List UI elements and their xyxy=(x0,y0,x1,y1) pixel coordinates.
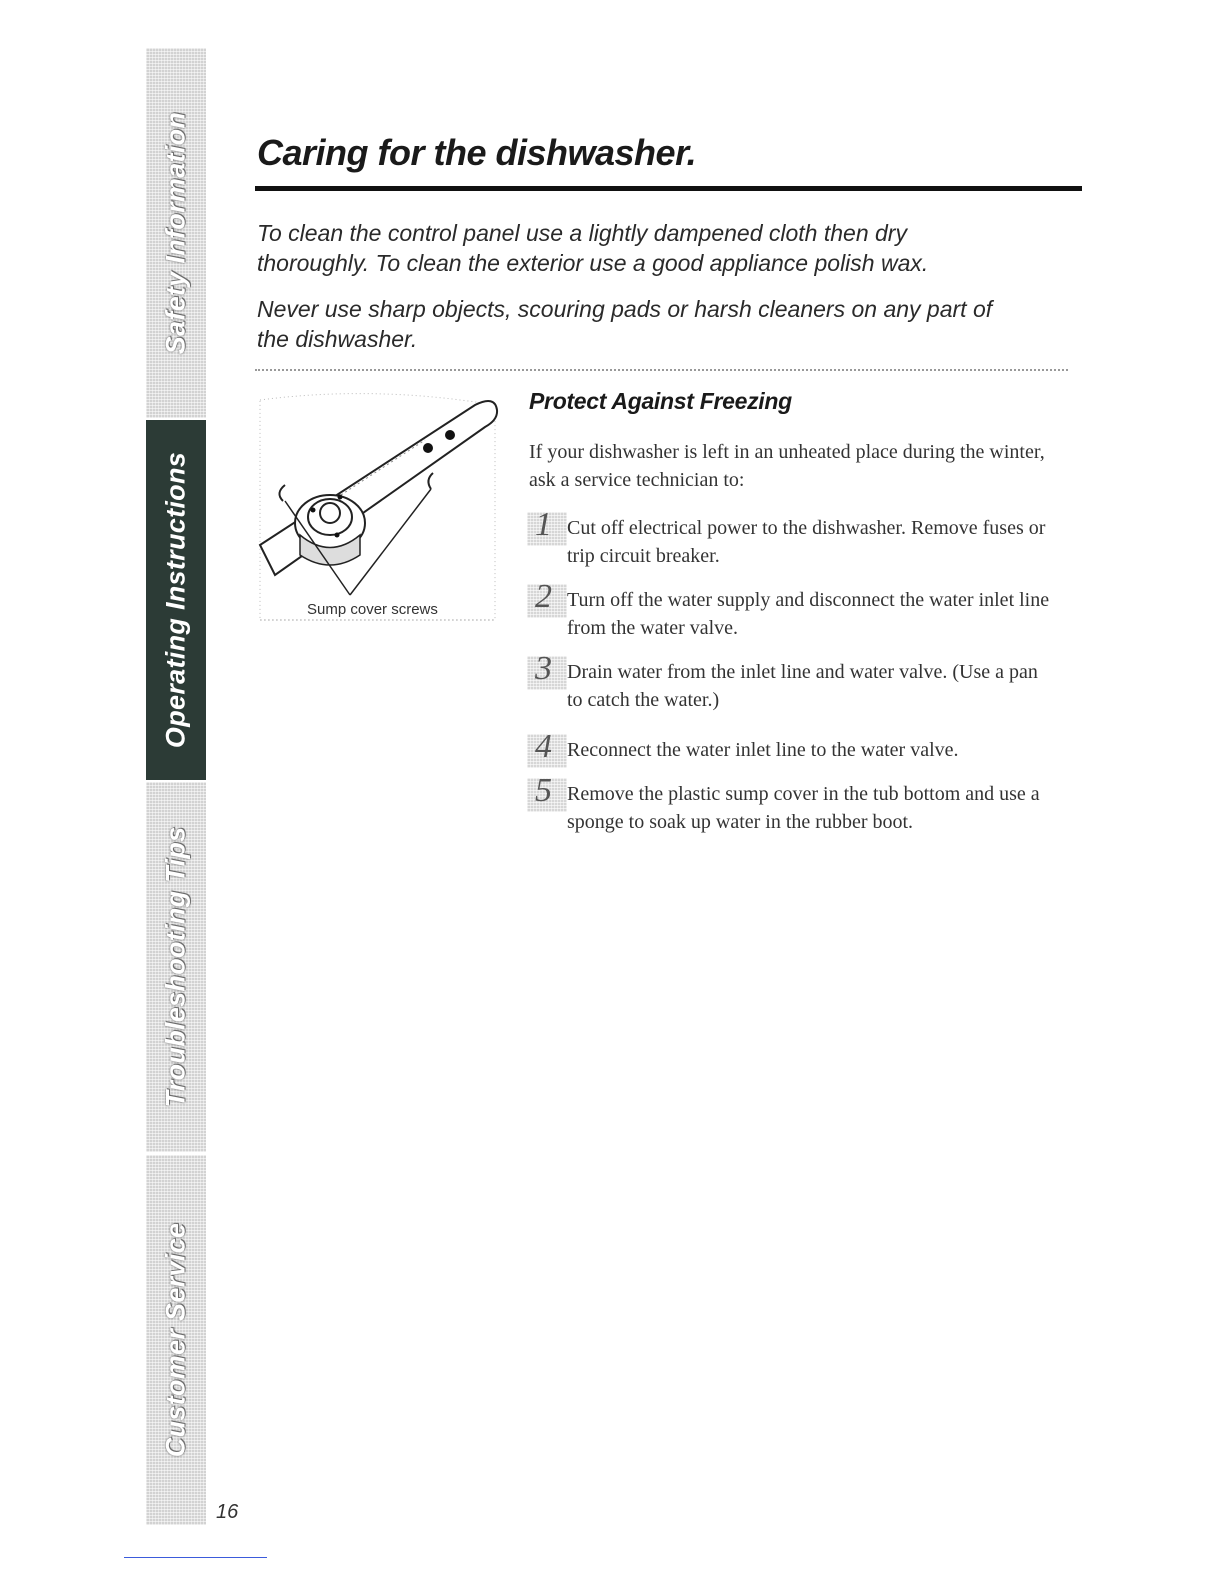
figure-caption: Sump cover screws xyxy=(307,601,438,618)
step-item xyxy=(527,728,1057,768)
spray-arm-illustration-icon xyxy=(255,385,500,625)
title-underline xyxy=(255,186,1082,191)
sidebar-tab-troubleshooting-tips[interactable] xyxy=(146,782,206,1152)
step-item xyxy=(527,772,1057,868)
sidebar-tab-label: Troubleshooting Tips xyxy=(160,826,191,1108)
step-number-badge xyxy=(527,506,567,546)
step-number: 1 xyxy=(535,506,552,543)
section-divider xyxy=(255,369,1068,371)
step-item xyxy=(527,506,1057,572)
step-number: 3 xyxy=(535,650,552,687)
intro-paragraph-2: Never use sharp objects, scouring pads or harsh cleaners on any part of the dishwasher. xyxy=(257,296,993,352)
sidebar-tab-customer-service[interactable] xyxy=(146,1155,206,1525)
page-title: Caring for the dishwasher. xyxy=(257,132,697,173)
sidebar-tab-label: Safety Information xyxy=(160,111,191,355)
step-number-badge xyxy=(527,772,567,812)
section-intro: If your dishwasher is left in an unheated place during the winter, ask a service technician to: xyxy=(529,441,1045,491)
sidebar-tab-operating-instructions[interactable] xyxy=(146,420,206,780)
step-number-badge xyxy=(527,578,567,618)
step-number: 4 xyxy=(535,728,552,765)
page-number: 16 xyxy=(216,1501,239,1523)
step-number: 2 xyxy=(535,578,552,615)
section-heading: Protect Against Freezing xyxy=(529,388,792,414)
spray-arm-figure xyxy=(255,385,500,625)
step-item xyxy=(527,650,1057,716)
intro-paragraph-1: To clean the control panel use a lightly dampened cloth then dry thoroughly. To clean the exterior use a good appliance polish wax. xyxy=(257,220,929,276)
sidebar-tab-safety-information[interactable] xyxy=(146,48,206,418)
sidebar-tab-label: Operating Instructions xyxy=(160,451,191,749)
step-number: 5 xyxy=(535,772,552,809)
step-number-badge xyxy=(527,728,567,768)
footer-line xyxy=(124,1557,267,1558)
step-text: Drain water from the inlet line and water valve. (Use a pan to catch the water.) xyxy=(567,661,1038,711)
step-number-badge xyxy=(527,650,567,690)
step-text: Cut off electrical power to the dishwasher. Remove fuses or trip circuit breaker. xyxy=(567,517,1046,567)
step-item xyxy=(527,578,1057,644)
sidebar-tab-label: Customer Service xyxy=(160,1222,191,1458)
step-text: Remove the plastic sump cover in the tub bottom and use a sponge to soak up water in the rubber boot. xyxy=(567,783,1040,833)
step-text: Turn off the water supply and disconnect the water inlet line from the water valve. xyxy=(567,589,1050,639)
step-text: Reconnect the water inlet line to the water valve. xyxy=(567,739,959,761)
